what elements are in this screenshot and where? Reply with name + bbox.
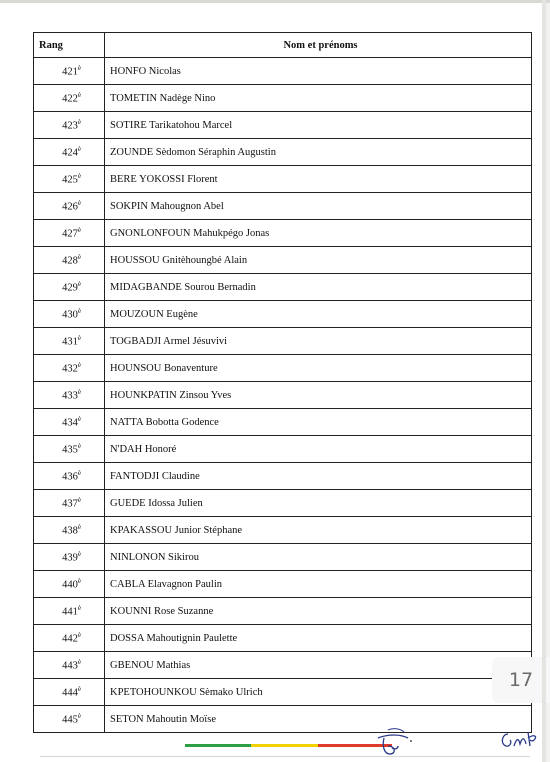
table-row — [34, 490, 532, 517]
name-cell: KPAKASSOU Junior Stéphane — [105, 517, 532, 544]
ranking-table — [33, 32, 532, 733]
name-cell: GUEDE Idossa Julien — [105, 490, 532, 517]
flag-stripe-green — [185, 744, 251, 747]
rank-cell — [34, 274, 105, 301]
signature-initials-right — [498, 726, 544, 752]
name-cell: NINLONON Sikirou — [105, 544, 532, 571]
name-cell: HONFO Nicolas — [105, 58, 532, 85]
rank-number: 422 — [62, 93, 78, 105]
rank-number: 442 — [62, 633, 78, 645]
rank-cell — [34, 652, 105, 679]
rank-number: 433 — [62, 390, 78, 402]
rank-ordinal-suffix: è — [77, 91, 81, 100]
table-body — [34, 58, 532, 733]
rank-number: 439 — [62, 552, 78, 564]
name-cell: GBENOU Mathias — [105, 652, 532, 679]
rank-ordinal-suffix: è — [77, 442, 81, 451]
table-row — [34, 436, 532, 463]
table-row — [34, 58, 532, 85]
rank-number: 423 — [62, 120, 78, 132]
rank-ordinal-suffix: è — [77, 145, 81, 154]
rank-cell — [34, 301, 105, 328]
name-cell: MOUZOUN Eugène — [105, 301, 532, 328]
name-cell: SETON Mahoutin Moïse — [105, 706, 532, 733]
rank-cell — [34, 490, 105, 517]
table-row — [34, 463, 532, 490]
name-cell: TOMETIN Nadège Nino — [105, 85, 532, 112]
rank-number: 438 — [62, 525, 78, 537]
name-cell: HOUNSOU Bonaventure — [105, 355, 532, 382]
table-row — [34, 274, 532, 301]
rank-ordinal-suffix: è — [77, 577, 81, 586]
rank-number: 445 — [62, 714, 78, 726]
name-cell: HOUSSOU Gnitèhoungbé Alain — [105, 247, 532, 274]
name-cell: SOKPIN Mahougnon Abel — [105, 193, 532, 220]
rank-cell — [34, 193, 105, 220]
rank-number: 426 — [62, 201, 78, 213]
table-row — [34, 328, 532, 355]
page-right-edge — [542, 0, 546, 762]
rank-ordinal-suffix: è — [77, 658, 81, 667]
rank-ordinal-suffix: è — [77, 307, 81, 316]
rank-ordinal-suffix: è — [77, 415, 81, 424]
table-row — [34, 301, 532, 328]
name-cell: CABLA Elavagnon Paulin — [105, 571, 532, 598]
name-cell: MIDAGBANDE Sourou Bernadin — [105, 274, 532, 301]
table-row — [34, 571, 532, 598]
rank-number: 424 — [62, 147, 78, 159]
name-cell: DOSSA Mahoutignin Paulette — [105, 625, 532, 652]
rank-cell — [34, 166, 105, 193]
rank-cell — [34, 409, 105, 436]
rank-cell — [34, 706, 105, 733]
rank-ordinal-suffix: è — [77, 118, 81, 127]
rank-ordinal-suffix: è — [77, 523, 81, 532]
table-row — [34, 193, 532, 220]
rank-number: 432 — [62, 363, 78, 375]
rank-ordinal-suffix: è — [77, 226, 81, 235]
name-cell: HOUNKPATIN Zinsou Yves — [105, 382, 532, 409]
name-cell: KPETOHOUNKOU Sèmako Ulrich — [105, 679, 532, 706]
rank-ordinal-suffix: è — [77, 172, 81, 181]
table-row — [34, 139, 532, 166]
table-header-row — [34, 33, 532, 58]
name-cell: BERE YOKOSSI Florent — [105, 166, 532, 193]
rank-number: 443 — [62, 660, 78, 672]
ink-dot — [410, 740, 412, 742]
signature-initials-left — [374, 726, 414, 760]
rank-cell — [34, 544, 105, 571]
rank-ordinal-suffix: è — [77, 550, 81, 559]
rank-cell — [34, 436, 105, 463]
table-row — [34, 382, 532, 409]
rank-ordinal-suffix: è — [77, 685, 81, 694]
rank-ordinal-suffix: è — [77, 361, 81, 370]
table-row — [34, 166, 532, 193]
table-row — [34, 652, 532, 679]
rank-cell — [34, 112, 105, 139]
name-cell: FANTODJI Claudine — [105, 463, 532, 490]
table-row — [34, 355, 532, 382]
rank-number: 430 — [62, 309, 78, 321]
rank-ordinal-suffix: è — [77, 199, 81, 208]
rank-number: 425 — [62, 174, 78, 186]
rank-cell — [34, 679, 105, 706]
rank-ordinal-suffix: è — [77, 496, 81, 505]
rank-ordinal-suffix: è — [77, 64, 81, 73]
name-cell: KOUNNI Rose Suzanne — [105, 598, 532, 625]
table-row — [34, 85, 532, 112]
rank-number: 441 — [62, 606, 78, 618]
footer-rule — [40, 756, 530, 757]
table-row — [34, 706, 532, 733]
rank-column-header: Rang — [34, 33, 105, 58]
rank-number: 437 — [62, 498, 78, 510]
rank-cell — [34, 328, 105, 355]
rank-cell — [34, 625, 105, 652]
name-column-header: Nom et prénoms — [105, 33, 532, 58]
name-cell: SOTIRE Tarikatohou Marcel — [105, 112, 532, 139]
rank-ordinal-suffix: è — [77, 253, 81, 262]
rank-cell — [34, 247, 105, 274]
rank-ordinal-suffix: è — [77, 604, 81, 613]
footer-flag-stripe — [185, 744, 392, 747]
rank-number: 428 — [62, 255, 78, 267]
rank-number: 429 — [62, 282, 78, 294]
table-row — [34, 112, 532, 139]
rank-number: 440 — [62, 579, 78, 591]
page-top-edge — [0, 0, 550, 3]
rank-cell — [34, 220, 105, 247]
rank-cell — [34, 139, 105, 166]
table-row — [34, 247, 532, 274]
flag-stripe-yellow — [251, 744, 318, 747]
table-row — [34, 544, 532, 571]
table-row — [34, 679, 532, 706]
table-row — [34, 409, 532, 436]
rank-ordinal-suffix: è — [77, 631, 81, 640]
name-cell: NATTA Bobotta Godence — [105, 409, 532, 436]
rank-number: 421 — [62, 66, 78, 78]
table-row — [34, 625, 532, 652]
table-row — [34, 598, 532, 625]
rank-ordinal-suffix: è — [77, 334, 81, 343]
rank-cell — [34, 517, 105, 544]
rank-ordinal-suffix: è — [77, 280, 81, 289]
rank-cell — [34, 571, 105, 598]
rank-ordinal-suffix: è — [77, 469, 81, 478]
rank-number: 427 — [62, 228, 78, 240]
rank-cell — [34, 58, 105, 85]
rank-cell — [34, 382, 105, 409]
rank-number: 434 — [62, 417, 78, 429]
rank-ordinal-suffix: è — [77, 712, 81, 721]
name-cell: GNONLONFOUN Mahukpégo Jonas — [105, 220, 532, 247]
name-cell: N'DAH Honoré — [105, 436, 532, 463]
name-cell: ZOUNDE Sèdomon Séraphin Augustin — [105, 139, 532, 166]
rank-number: 431 — [62, 336, 78, 348]
rank-cell — [34, 355, 105, 382]
rank-number: 435 — [62, 444, 78, 456]
page-number-badge: 17 — [492, 657, 550, 703]
rank-ordinal-suffix: è — [77, 388, 81, 397]
rank-number: 436 — [62, 471, 78, 483]
rank-cell — [34, 85, 105, 112]
rank-cell — [34, 463, 105, 490]
name-cell: TOGBADJI Armel Jésuvivi — [105, 328, 532, 355]
rank-cell — [34, 598, 105, 625]
rank-number: 444 — [62, 687, 78, 699]
table-row — [34, 220, 532, 247]
table-row — [34, 517, 532, 544]
